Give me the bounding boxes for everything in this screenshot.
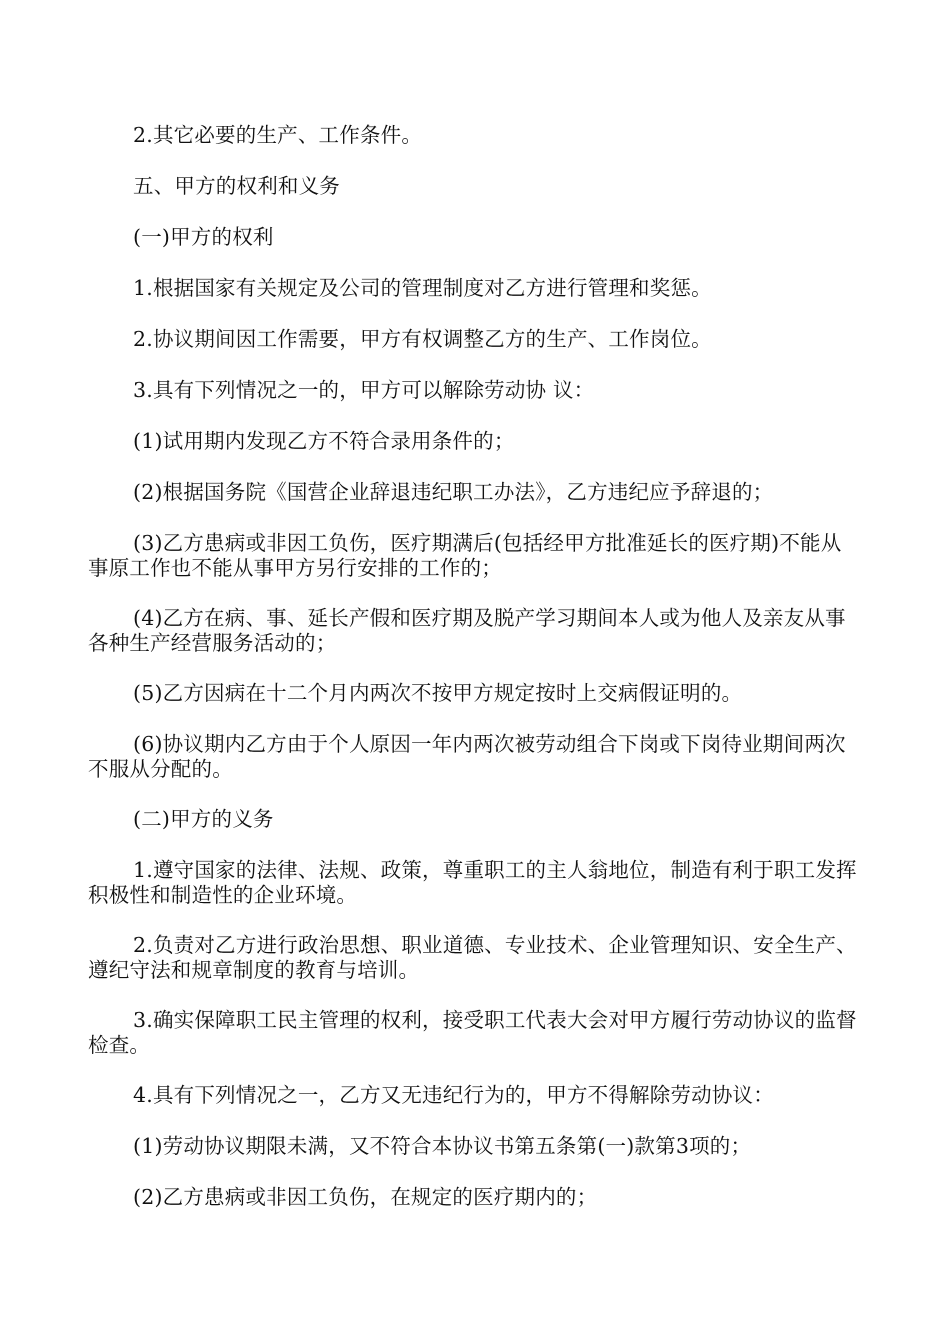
paragraph-item-2-adjustment: 2.协议期间因工作需要，甲方有权调整乙方的生产、工作岗位。 [133,327,712,351]
paragraph-item-1-management: 1.根据国家有关规定及公司的管理制度对乙方进行管理和奖惩。 [133,276,712,300]
paragraph-obligation-4-no-termination: 4.具有下列情况之一，乙方又无违纪行为的，甲方不得解除劳动协议： [133,1083,774,1107]
paragraph-obligation-3-democracy: 3.确实保障职工民主管理的权利，接受职工代表大会对甲方履行劳动协议的监督检查。 [88,1008,857,1057]
section-heading-rights-obligations: 五、甲方的权利和义务 [133,174,340,198]
paragraph-item-2-conditions: 2.其它必要的生产、工作条件。 [133,123,423,147]
paragraph-item-3-termination: 3.具有下列情况之一的，甲方可以解除劳动协 议： [133,378,595,402]
paragraph-subitem-4-leave-activity: (4)乙方在病、事、延长产假和医疗期及脱产学习期间本人或为他人及亲友从事各种生产经营服务活动的； [88,606,846,655]
subsection-heading-party-a-rights: (一)甲方的权利 [133,225,274,249]
paragraph-obligation-1-laws: 1.遵守国家的法律、法规、政策，尊重职工的主人翁地位，制造有利于职工发挥积极性和制造性的企业环境。 [88,858,857,907]
paragraph-subitem-5-sick-proof: (5)乙方因病在十二个月内两次不按甲方规定按时上交病假证明的。 [133,681,743,705]
paragraph-subitem-1-probation: (1)试用期内发现乙方不符合录用条件的； [133,429,515,453]
paragraph-no-termination-subitem-1: (1)劳动协议期限未满，又不符合本协议书第五条第(一)款第3项的； [133,1134,752,1158]
subsection-heading-party-a-obligations: (二)甲方的义务 [133,807,274,831]
paragraph-subitem-2-dismissal: (2)根据国务院《国营企业辞退违纪职工办法》，乙方违纪应予辞退的； [133,480,774,504]
paragraph-subitem-3-illness: (3)乙方患病或非因工负伤，医疗期满后(包括经甲方批准延长的医疗期)不能从事原工作也不能从事甲方另行安排的工作的； [88,531,842,580]
paragraph-subitem-6-assignment: (6)协议期内乙方由于个人原因一年内两次被劳动组合下岗或下岗待业期间两次不服从分配的。 [88,732,846,781]
paragraph-no-termination-subitem-2: (2)乙方患病或非因工负伤，在规定的医疗期内的； [133,1185,598,1209]
paragraph-obligation-2-training: 2.负责对乙方进行政治思想、职业道德、专业技术、企业管理知识、安全生产、遵纪守法和规章制度的教育与培训。 [88,933,857,982]
